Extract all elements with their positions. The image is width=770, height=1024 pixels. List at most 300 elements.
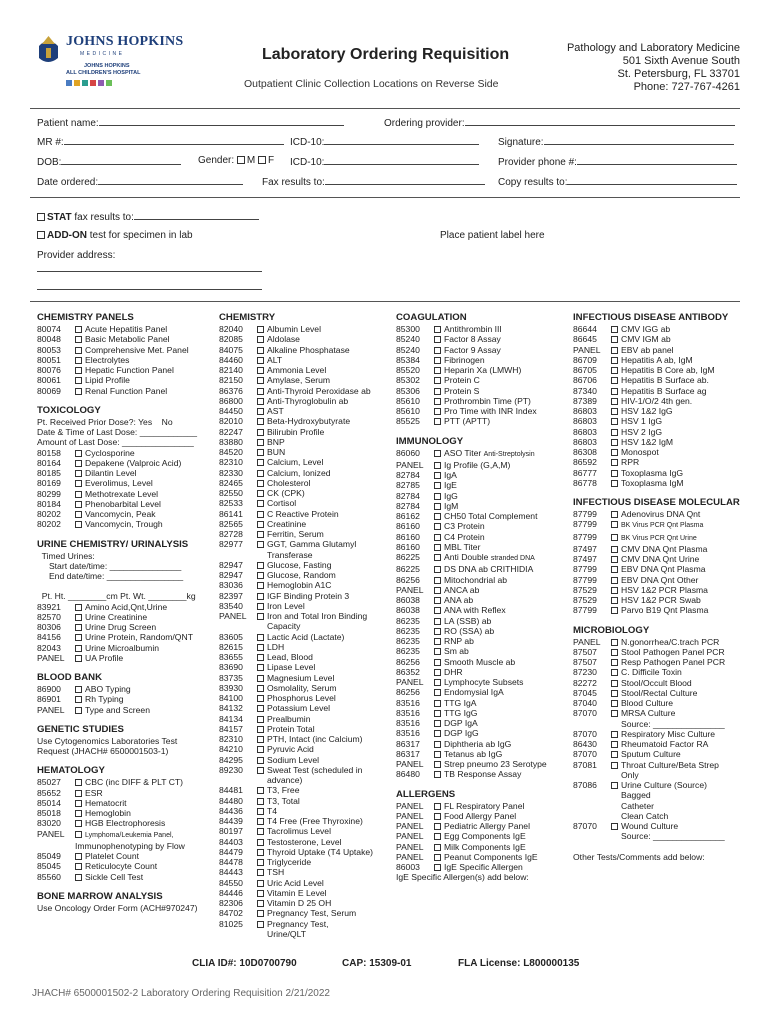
- test-row[interactable]: [219, 919, 391, 929]
- address-line-2[interactable]: [37, 289, 262, 290]
- test-row[interactable]: [37, 519, 207, 529]
- test-row[interactable]: [219, 878, 391, 888]
- test-row[interactable]: [219, 683, 391, 693]
- test-row[interactable]: [573, 554, 743, 564]
- checkbox[interactable]: [75, 347, 82, 354]
- checkbox[interactable]: [611, 607, 618, 614]
- test-row[interactable]: [37, 324, 207, 334]
- checkbox[interactable]: [434, 628, 441, 635]
- checkbox[interactable]: [257, 531, 264, 538]
- test-row[interactable]: [219, 796, 391, 806]
- test-row[interactable]: [396, 739, 566, 749]
- checkbox[interactable]: [75, 367, 82, 374]
- test-row[interactable]: [219, 345, 391, 355]
- test-row[interactable]: [396, 416, 566, 426]
- test-row[interactable]: [396, 801, 566, 811]
- test-row[interactable]: [37, 818, 207, 828]
- test-row[interactable]: [219, 375, 391, 385]
- checkbox[interactable]: [611, 521, 618, 528]
- test-row[interactable]: [396, 460, 566, 470]
- checkbox[interactable]: [434, 523, 441, 530]
- test-row[interactable]: [219, 529, 391, 539]
- checkbox[interactable]: [434, 823, 441, 830]
- test-row[interactable]: [37, 375, 207, 385]
- test-row[interactable]: [219, 888, 391, 898]
- test-row[interactable]: [219, 611, 391, 621]
- test-row[interactable]: [396, 355, 566, 365]
- checkbox[interactable]: [257, 603, 264, 610]
- test-row[interactable]: [219, 539, 391, 549]
- checkbox[interactable]: [257, 562, 264, 569]
- test-row[interactable]: [219, 837, 391, 847]
- checkbox[interactable]: [434, 700, 441, 707]
- test-row[interactable]: [396, 759, 566, 769]
- checkbox[interactable]: [257, 654, 264, 661]
- test-row[interactable]: [37, 861, 207, 871]
- test-row[interactable]: [573, 729, 743, 739]
- checkbox[interactable]: [257, 808, 264, 815]
- checkbox[interactable]: [434, 388, 441, 395]
- test-row[interactable]: [219, 437, 391, 447]
- fax-results-field[interactable]: Fax results to:: [262, 175, 485, 188]
- test-row[interactable]: [396, 728, 566, 738]
- test-row[interactable]: [396, 718, 566, 728]
- checkbox[interactable]: [75, 645, 82, 652]
- test-row[interactable]: [219, 447, 391, 457]
- checkbox[interactable]: [257, 521, 264, 528]
- checkbox[interactable]: [75, 800, 82, 807]
- checkbox[interactable]: [257, 767, 264, 774]
- test-row[interactable]: [396, 842, 566, 852]
- test-row[interactable]: [396, 521, 566, 531]
- test-row[interactable]: [37, 458, 207, 468]
- checkbox[interactable]: [611, 459, 618, 466]
- checkbox[interactable]: [611, 649, 618, 656]
- checkbox[interactable]: [611, 710, 618, 717]
- checkbox[interactable]: [611, 700, 618, 707]
- test-row[interactable]: [573, 355, 743, 365]
- test-row[interactable]: [219, 334, 391, 344]
- checkbox[interactable]: [257, 869, 264, 876]
- test-row[interactable]: [396, 552, 566, 564]
- test-row[interactable]: [37, 365, 207, 375]
- signature-field[interactable]: Signature:: [498, 135, 734, 148]
- test-row[interactable]: [396, 491, 566, 501]
- checkbox[interactable]: [611, 377, 618, 384]
- test-row[interactable]: [219, 498, 391, 508]
- test-row[interactable]: [37, 694, 207, 704]
- test-row[interactable]: [396, 831, 566, 841]
- checkbox[interactable]: [75, 604, 82, 611]
- checkbox[interactable]: [257, 388, 264, 395]
- gender-m-checkbox[interactable]: [237, 156, 245, 164]
- checkbox[interactable]: [257, 336, 264, 343]
- checkbox[interactable]: [257, 480, 264, 487]
- checkbox[interactable]: [257, 634, 264, 641]
- checkbox[interactable]: [257, 613, 264, 620]
- checkbox[interactable]: [257, 490, 264, 497]
- test-row[interactable]: [396, 852, 566, 862]
- checkbox[interactable]: [611, 534, 618, 541]
- checkbox[interactable]: [434, 833, 441, 840]
- checkbox[interactable]: [611, 731, 618, 738]
- test-row[interactable]: [396, 532, 566, 542]
- checkbox[interactable]: [257, 429, 264, 436]
- test-row[interactable]: [396, 501, 566, 511]
- checkbox[interactable]: [434, 844, 441, 851]
- test-row[interactable]: [573, 637, 743, 647]
- test-row[interactable]: [396, 708, 566, 718]
- test-row[interactable]: [219, 857, 391, 867]
- test-row[interactable]: [219, 324, 391, 334]
- checkbox[interactable]: [434, 357, 441, 364]
- test-row[interactable]: [37, 798, 207, 808]
- checkbox[interactable]: [75, 655, 82, 662]
- checkbox[interactable]: [434, 741, 441, 748]
- test-row[interactable]: [573, 386, 743, 396]
- test-row[interactable]: [396, 396, 566, 406]
- test-row[interactable]: [219, 734, 391, 744]
- test-row[interactable]: [37, 872, 207, 882]
- test-row[interactable]: [396, 595, 566, 605]
- test-row[interactable]: [219, 908, 391, 918]
- checkbox[interactable]: [75, 624, 82, 631]
- checkbox[interactable]: [434, 751, 441, 758]
- test-row[interactable]: [219, 847, 391, 857]
- checkbox[interactable]: [257, 880, 264, 887]
- checkbox[interactable]: [434, 544, 441, 551]
- checkbox[interactable]: [434, 659, 441, 666]
- checkbox[interactable]: [611, 566, 618, 573]
- checkbox[interactable]: [75, 377, 82, 384]
- checkbox[interactable]: [257, 449, 264, 456]
- test-row[interactable]: [396, 406, 566, 416]
- test-row[interactable]: [219, 488, 391, 498]
- test-row[interactable]: [396, 345, 566, 355]
- checkbox[interactable]: [611, 449, 618, 456]
- test-row[interactable]: [219, 652, 391, 662]
- checkbox[interactable]: [611, 439, 618, 446]
- checkbox[interactable]: [75, 634, 82, 641]
- checkbox[interactable]: [257, 377, 264, 384]
- checkbox[interactable]: [257, 798, 264, 805]
- checkbox[interactable]: [257, 828, 264, 835]
- checkbox[interactable]: [257, 664, 264, 671]
- test-row[interactable]: [219, 560, 391, 570]
- checkbox[interactable]: [257, 347, 264, 354]
- checkbox[interactable]: [75, 686, 82, 693]
- checkbox[interactable]: [257, 818, 264, 825]
- test-row[interactable]: [573, 532, 743, 544]
- test-row[interactable]: [37, 355, 207, 365]
- checkbox[interactable]: [75, 521, 82, 528]
- checkbox[interactable]: [434, 577, 441, 584]
- test-row[interactable]: [219, 662, 391, 672]
- checkbox[interactable]: [611, 336, 618, 343]
- test-row[interactable]: [219, 570, 391, 580]
- test-row[interactable]: [396, 470, 566, 480]
- checkbox[interactable]: [75, 810, 82, 817]
- test-row[interactable]: [396, 616, 566, 626]
- test-row[interactable]: [37, 851, 207, 861]
- checkbox[interactable]: [75, 779, 82, 786]
- test-row[interactable]: [219, 355, 391, 365]
- test-row[interactable]: [219, 816, 391, 826]
- checkbox[interactable]: [434, 377, 441, 384]
- test-row[interactable]: [396, 862, 566, 872]
- checkbox[interactable]: [611, 511, 618, 518]
- test-row[interactable]: [219, 755, 391, 765]
- test-row[interactable]: [396, 480, 566, 490]
- checkbox[interactable]: [75, 863, 82, 870]
- checkbox[interactable]: [434, 503, 441, 510]
- checkbox[interactable]: [611, 398, 618, 405]
- test-row[interactable]: [396, 698, 566, 708]
- test-row[interactable]: [396, 386, 566, 396]
- test-row[interactable]: [573, 519, 743, 531]
- test-row[interactable]: [573, 544, 743, 554]
- checkbox[interactable]: [434, 450, 441, 457]
- checkbox[interactable]: [75, 470, 82, 477]
- checkbox[interactable]: [434, 398, 441, 405]
- checkbox[interactable]: [75, 820, 82, 827]
- checkbox[interactable]: [257, 849, 264, 856]
- checkbox[interactable]: [611, 823, 618, 830]
- checkbox[interactable]: [75, 326, 82, 333]
- checkbox[interactable]: [611, 751, 618, 758]
- checkbox[interactable]: [434, 648, 441, 655]
- test-row[interactable]: [396, 605, 566, 615]
- checkbox[interactable]: [611, 326, 618, 333]
- test-row[interactable]: [219, 673, 391, 683]
- test-row[interactable]: [219, 826, 391, 836]
- stat-checkbox[interactable]: [37, 213, 45, 221]
- checkbox[interactable]: [257, 357, 264, 364]
- checkbox[interactable]: [257, 746, 264, 753]
- test-row[interactable]: [219, 386, 391, 396]
- checkbox[interactable]: [257, 511, 264, 518]
- checkbox[interactable]: [434, 554, 441, 561]
- checkbox[interactable]: [257, 398, 264, 405]
- test-row[interactable]: [219, 724, 391, 734]
- test-row[interactable]: [37, 612, 207, 622]
- checkbox[interactable]: [75, 874, 82, 881]
- checkbox[interactable]: [75, 696, 82, 703]
- test-row[interactable]: [37, 788, 207, 798]
- checkbox[interactable]: [75, 460, 82, 467]
- checkbox[interactable]: [257, 900, 264, 907]
- checkbox[interactable]: [434, 864, 441, 871]
- test-row[interactable]: [573, 365, 743, 375]
- test-row[interactable]: [37, 345, 207, 355]
- checkbox[interactable]: [434, 669, 441, 676]
- checkbox[interactable]: [611, 470, 618, 477]
- test-row[interactable]: [219, 744, 391, 754]
- test-row[interactable]: [37, 602, 207, 612]
- test-row[interactable]: [219, 867, 391, 877]
- test-row[interactable]: [396, 365, 566, 375]
- checkbox[interactable]: [434, 493, 441, 500]
- test-row[interactable]: [37, 829, 207, 841]
- test-row[interactable]: [396, 646, 566, 656]
- provider-phone-field[interactable]: Provider phone #:: [498, 155, 737, 168]
- checkbox[interactable]: [257, 787, 264, 794]
- checkbox[interactable]: [257, 459, 264, 466]
- checkbox[interactable]: [434, 472, 441, 479]
- checkbox[interactable]: [75, 614, 82, 621]
- test-row[interactable]: [219, 406, 391, 416]
- test-row[interactable]: [573, 585, 743, 595]
- test-row[interactable]: [219, 703, 391, 713]
- copy-results-field[interactable]: Copy results to:: [498, 175, 737, 188]
- checkbox[interactable]: [434, 771, 441, 778]
- test-row[interactable]: [573, 605, 743, 615]
- checkbox[interactable]: [611, 680, 618, 687]
- address-line-1[interactable]: [37, 271, 262, 272]
- checkbox[interactable]: [611, 347, 618, 354]
- checkbox[interactable]: [257, 757, 264, 764]
- test-row[interactable]: [573, 416, 743, 426]
- checkbox[interactable]: [75, 831, 82, 838]
- test-row[interactable]: [573, 821, 743, 831]
- checkbox[interactable]: [434, 347, 441, 354]
- stat-fax-field[interactable]: STAT fax results to:: [37, 210, 259, 223]
- icd10-field-2[interactable]: ICD-10:: [290, 155, 479, 168]
- test-row[interactable]: [219, 632, 391, 642]
- checkbox[interactable]: [434, 408, 441, 415]
- test-row[interactable]: [396, 687, 566, 697]
- checkbox[interactable]: [434, 566, 441, 573]
- checkbox[interactable]: [434, 730, 441, 737]
- test-row[interactable]: [37, 808, 207, 818]
- checkbox[interactable]: [434, 720, 441, 727]
- test-row[interactable]: [396, 657, 566, 667]
- test-row[interactable]: [573, 575, 743, 585]
- test-row[interactable]: [219, 714, 391, 724]
- checkbox[interactable]: [257, 695, 264, 702]
- test-row[interactable]: [37, 643, 207, 653]
- test-row[interactable]: [37, 478, 207, 488]
- checkbox[interactable]: [611, 556, 618, 563]
- checkbox[interactable]: [257, 408, 264, 415]
- gender-f-checkbox[interactable]: [258, 156, 266, 164]
- checkbox[interactable]: [257, 572, 264, 579]
- checkbox[interactable]: [257, 716, 264, 723]
- test-row[interactable]: [573, 647, 743, 657]
- test-row[interactable]: [573, 324, 743, 334]
- test-row[interactable]: [396, 749, 566, 759]
- checkbox[interactable]: [611, 546, 618, 553]
- test-row[interactable]: [396, 324, 566, 334]
- test-row[interactable]: [573, 437, 743, 447]
- test-row[interactable]: [396, 811, 566, 821]
- checkbox[interactable]: [75, 501, 82, 508]
- checkbox[interactable]: [434, 326, 441, 333]
- test-row[interactable]: [37, 334, 207, 344]
- test-row[interactable]: [219, 519, 391, 529]
- test-row[interactable]: [37, 509, 207, 519]
- test-row[interactable]: [573, 595, 743, 605]
- test-row[interactable]: [396, 375, 566, 385]
- test-row[interactable]: [396, 564, 566, 574]
- checkbox[interactable]: [611, 388, 618, 395]
- patient-name-field[interactable]: Patient name:: [37, 116, 344, 129]
- checkbox[interactable]: [434, 462, 441, 469]
- test-row[interactable]: [573, 396, 743, 406]
- checkbox[interactable]: [611, 357, 618, 364]
- test-row[interactable]: [396, 575, 566, 585]
- test-row[interactable]: [219, 468, 391, 478]
- test-row[interactable]: [396, 667, 566, 677]
- test-row[interactable]: [37, 705, 207, 715]
- checkbox[interactable]: [75, 707, 82, 714]
- checkbox[interactable]: [257, 736, 264, 743]
- test-row[interactable]: [37, 684, 207, 694]
- ordering-provider-field[interactable]: Ordering provider:: [384, 116, 735, 129]
- checkbox[interactable]: [434, 336, 441, 343]
- checkbox[interactable]: [611, 762, 618, 769]
- checkbox[interactable]: [611, 429, 618, 436]
- test-row[interactable]: [219, 427, 391, 437]
- checkbox[interactable]: [434, 761, 441, 768]
- test-row[interactable]: [573, 468, 743, 478]
- checkbox[interactable]: [434, 679, 441, 686]
- checkbox[interactable]: [611, 639, 618, 646]
- checkbox[interactable]: [434, 689, 441, 696]
- checkbox[interactable]: [434, 710, 441, 717]
- checkbox[interactable]: [75, 450, 82, 457]
- checkbox[interactable]: [611, 597, 618, 604]
- checkbox[interactable]: [611, 669, 618, 676]
- checkbox[interactable]: [434, 638, 441, 645]
- checkbox[interactable]: [611, 659, 618, 666]
- checkbox[interactable]: [611, 367, 618, 374]
- test-row[interactable]: [573, 564, 743, 574]
- test-row[interactable]: [219, 785, 391, 795]
- checkbox[interactable]: [434, 534, 441, 541]
- checkbox[interactable]: [434, 803, 441, 810]
- checkbox[interactable]: [434, 597, 441, 604]
- checkbox[interactable]: [75, 480, 82, 487]
- test-row[interactable]: [573, 678, 743, 688]
- test-row[interactable]: [219, 898, 391, 908]
- checkbox[interactable]: [257, 890, 264, 897]
- test-row[interactable]: [219, 416, 391, 426]
- checkbox[interactable]: [611, 741, 618, 748]
- checkbox[interactable]: [75, 388, 82, 395]
- checkbox[interactable]: [257, 582, 264, 589]
- checkbox[interactable]: [611, 587, 618, 594]
- checkbox[interactable]: [434, 813, 441, 820]
- checkbox[interactable]: [434, 367, 441, 374]
- test-row[interactable]: [573, 345, 743, 355]
- test-row[interactable]: [396, 821, 566, 831]
- addon-field[interactable]: ADD-ON test for specimen in lab: [37, 230, 193, 241]
- test-row[interactable]: [573, 427, 743, 437]
- test-row[interactable]: [573, 698, 743, 708]
- test-row[interactable]: [219, 591, 391, 601]
- mr-field[interactable]: MR #:: [37, 135, 284, 148]
- test-row[interactable]: [219, 365, 391, 375]
- test-row[interactable]: [573, 375, 743, 385]
- test-row[interactable]: [396, 585, 566, 595]
- checkbox[interactable]: [257, 326, 264, 333]
- test-row[interactable]: [396, 448, 566, 460]
- test-row[interactable]: [219, 806, 391, 816]
- checkbox[interactable]: [75, 853, 82, 860]
- checkbox[interactable]: [434, 482, 441, 489]
- checkbox[interactable]: [257, 705, 264, 712]
